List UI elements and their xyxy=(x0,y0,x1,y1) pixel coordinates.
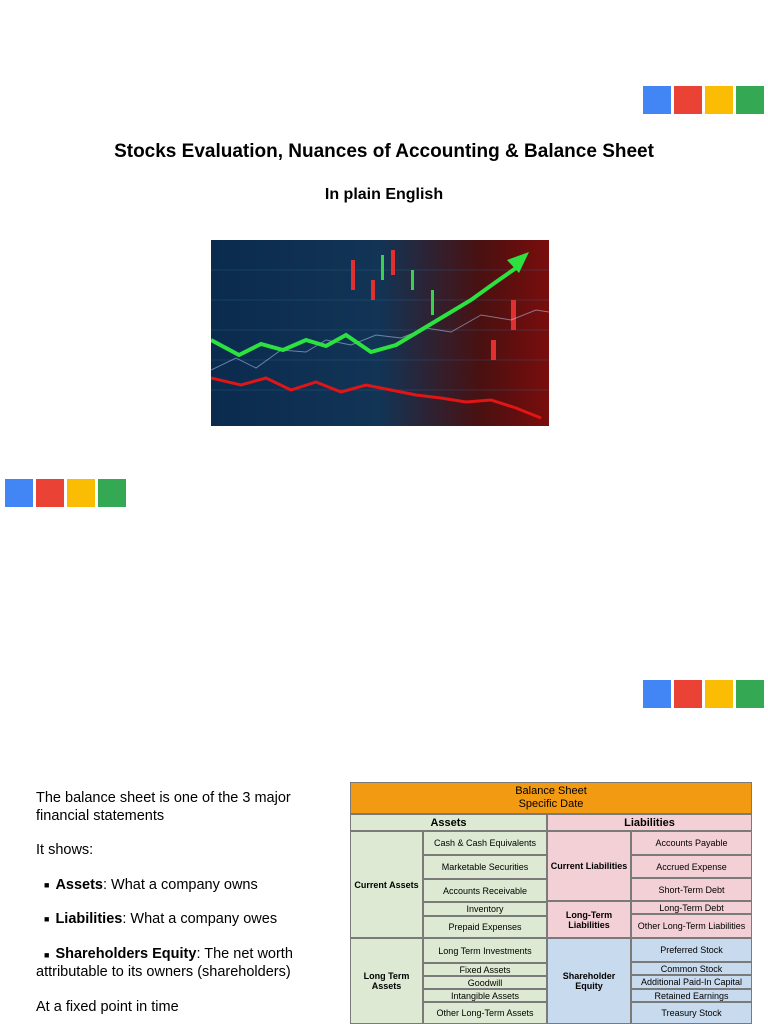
liability-item: Other Long-Term Liabilities xyxy=(631,914,752,938)
equity-item: Retained Earnings xyxy=(631,989,752,1002)
asset-item: Goodwill xyxy=(423,976,547,989)
brand-square-blue xyxy=(643,86,671,114)
asset-item: Marketable Securities xyxy=(423,855,547,879)
liability-item: Accounts Payable xyxy=(631,831,752,855)
shows-text: It shows: xyxy=(36,842,94,858)
closing-text: At a fixed point in time xyxy=(36,998,179,1015)
bullet-assets: ■ Assets: What a company owns xyxy=(44,876,258,893)
liability-item: Long-Term Debt xyxy=(631,901,752,914)
liabilities-header: Liabilities xyxy=(547,814,752,831)
stock-chart-image xyxy=(211,240,549,426)
brand-square-blue xyxy=(643,680,671,708)
current-liabilities-label: Current Liabilities xyxy=(547,831,631,901)
balance-sheet-description xyxy=(36,790,326,1016)
equity-item: Common Stock xyxy=(631,962,752,975)
asset-item: Intangible Assets xyxy=(423,989,547,1002)
brand-square-yellow xyxy=(67,479,95,507)
assets-header: Assets xyxy=(350,814,547,831)
bullet-liabilities: ■ Liabilities: What a company owes xyxy=(44,911,278,927)
equity-item: Treasury Stock xyxy=(631,1002,752,1024)
current-assets-label: Current Assets xyxy=(350,831,423,938)
brand-square-red xyxy=(36,479,64,507)
liability-item: Short-Term Debt xyxy=(631,878,752,901)
asset-item: Fixed Assets xyxy=(423,963,547,976)
brand-square-yellow xyxy=(705,680,733,708)
bullet-icon: ■ xyxy=(44,914,50,924)
slide-subtitle: In plain English xyxy=(324,186,444,203)
brand-square-green xyxy=(736,680,764,708)
bullet-icon: ■ xyxy=(44,949,50,960)
asset-item: Accounts Receivable xyxy=(423,879,547,902)
asset-item: Inventory xyxy=(423,902,547,916)
asset-item: Prepaid Expenses xyxy=(423,916,547,938)
bullet-equity: ■ Shareholders Equity: The net worth attributable to its owners (shareholders) xyxy=(36,945,293,980)
brand-square-yellow xyxy=(705,86,733,114)
brand-square-red xyxy=(674,680,702,708)
equity-item: Preferred Stock xyxy=(631,938,752,962)
balance-sheet-header: Balance Sheet Specific Date xyxy=(350,782,752,814)
liability-item: Accrued Expense xyxy=(631,855,752,878)
brand-square-blue xyxy=(5,479,33,507)
bullet-icon: ■ xyxy=(44,879,50,890)
brand-square-green xyxy=(736,86,764,114)
equity-item: Additional Paid-In Capital xyxy=(631,975,752,989)
balance-sheet-diagram xyxy=(350,782,752,1024)
slide-title: Stocks Evaluation, Nuances of Accounting & Balance Sheet xyxy=(114,141,654,162)
asset-item: Cash & Cash Equivalents xyxy=(423,831,547,855)
asset-item: Other Long-Term Assets xyxy=(423,1002,547,1024)
shareholder-equity-label: Shareholder Equity xyxy=(547,938,631,1024)
intro-text: The balance sheet is one of the 3 major financial statements xyxy=(36,790,291,824)
long-term-assets-label: Long Term Assets xyxy=(350,938,423,1024)
asset-item: Long Term Investments xyxy=(423,938,547,963)
long-term-liabilities-label: Long-Term Liabilities xyxy=(547,901,631,938)
brand-square-red xyxy=(674,86,702,114)
brand-square-green xyxy=(98,479,126,507)
